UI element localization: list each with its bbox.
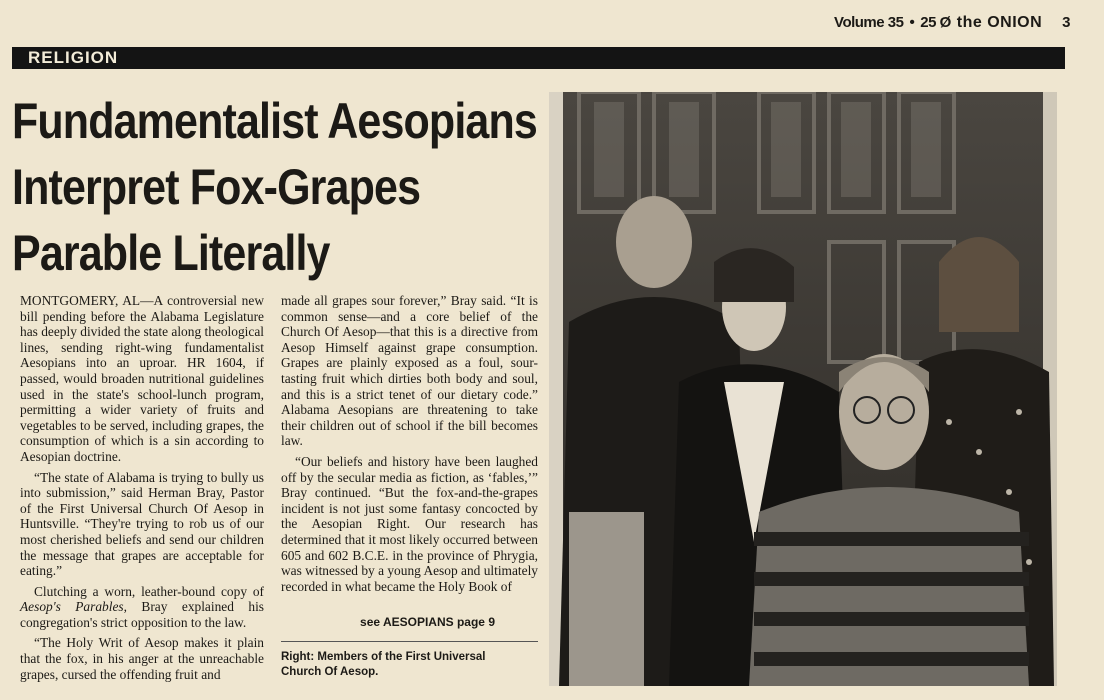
photo-caption: Right: Members of the First Universal Church Of Aesop. — [281, 651, 486, 678]
group-portrait-image — [549, 92, 1057, 686]
article-column-1 — [20, 293, 264, 687]
volume-label: Volume 35 — [834, 14, 904, 31]
paper-name: the ONION — [956, 14, 1043, 31]
paragraph: “The Holy Writ of Aesop makes it plain that the fox, in his anger at the unreachable grapes, cursed the offending fruit and — [20, 635, 264, 682]
book-title: Aesop's Parables — [20, 599, 124, 615]
jump-line: see AESOPIANS page 9 — [360, 615, 495, 629]
headline — [12, 88, 537, 286]
article-column-2 — [281, 293, 538, 599]
paragraph: made all grapes sour forever,” Bray said. “It is common sense—and a core belief of the Church Of Aesop—that this is a directive from Aesop Himself against grape consumption. Grapes are plainly exposed as a foul, sour-tasting fruit which dirties both body and soul, and this is a strict tenet of our dietary code.” Alabama Aesopians are threatening to take their children out of school if the bill becomes law. — [281, 293, 538, 449]
headline-line-3: Parable Literally — [12, 225, 330, 281]
section-bar — [12, 47, 1065, 69]
headline-line-1: Fundamentalist Aesopians — [12, 93, 537, 149]
issue-number: 25 Ø — [920, 14, 951, 31]
paragraph: “The state of Alabama is trying to bully us into submission,” said Herman Bray, Pastor of the First Universal Church Of Aesop in Huntsville. “They're trying to rob us of our most cherished beliefs and send our children the message that grapes are acceptable for eating.” — [20, 469, 264, 579]
masthead — [834, 14, 1070, 32]
section-label: RELIGION — [28, 48, 119, 67]
headline-line-2: Interpret Fox-Grapes — [12, 159, 421, 215]
paragraph: “Our beliefs and history have been laughed off by the secular media as fiction, as ‘fables,’” Bray continued. “But the fox-and-the-grapes incident is not just some fantasy concocted by the Aesopian Right. Our research has determined that it most likely occurred between 605 and 602 B.C.E. in the province of Phrygia, was witnessed by a young Aesop and ultimately recorded in what became the Holy Book of — [281, 453, 538, 594]
paragraph: Clutching a worn, leather-bound copy of Aesop's Parables, Bray explained his congregation's strict opposition to the law. — [20, 583, 265, 630]
caption-divider — [281, 641, 538, 642]
paragraph: MONTGOMERY, AL—A controversial new bill pending before the Alabama Legislature has deeply divided the state along theological lines, sending right-wing fundamentalist Aesopians into an uproar. HR 1604, if passed, would broaden nutritional guidelines used in the state's school-lunch program, permitting a wider variety of fruits and vegetables to be served, including grapes, the consumption of which is a sin according to Aesopian doctrine. — [20, 293, 264, 464]
photo — [549, 92, 1057, 686]
bullet-icon: • — [909, 14, 915, 31]
page-number: 3 — [1062, 14, 1070, 31]
